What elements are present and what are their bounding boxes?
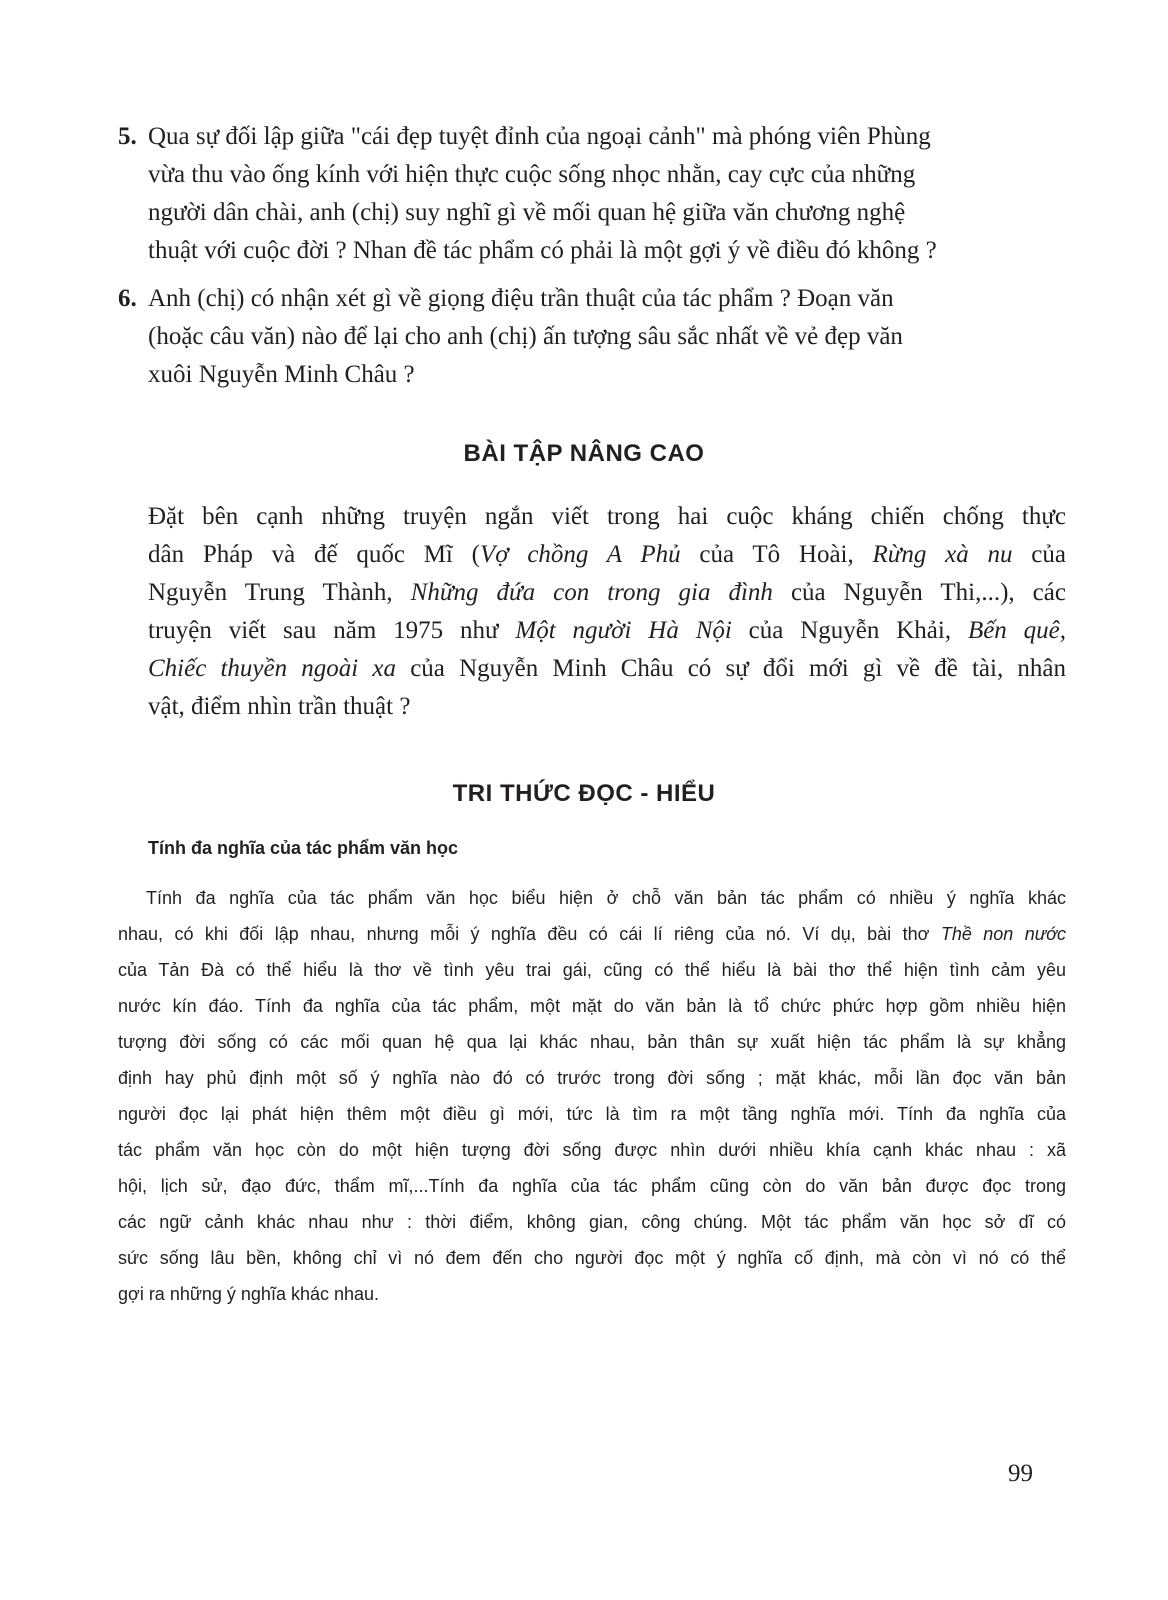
knowledge-body [118,880,1066,1312]
knowledge-subheading: Tính đa nghĩa của tác phẩm văn học [148,838,459,858]
work-title: Chiếc thuyền ngoài xa [148,655,397,682]
question-6 [118,280,1066,394]
question-5 [118,118,1066,270]
question-5-line-3: người dân chài, anh (chị) suy nghĩ gì về mối quan hệ giữa văn chương nghệ [148,199,906,226]
knowledge-line: gợi ra những ý nghĩa khác nhau. [118,1284,380,1304]
poem-title: Thề non nước [940,924,1066,944]
question-5-line-4: thuật với cuộc đời ? Nhan đề tác phẩm có phải là một gợi ý về điều đó không ? [148,237,937,264]
work-title: Vợ chồng A Phủ [479,541,681,568]
knowledge-line: nhau, có khi đối lập nhau, nhưng mỗi ý nghĩa đều có cái lí riêng của nó. Ví dụ, bài thơ Thề non nước [118,924,1066,944]
advanced-line-6: vật, điểm nhìn trần thuật ? [148,693,411,720]
section-heading-knowledge: TRI THỨC ĐỌC - HIỂU [452,780,716,807]
question-6-line-1: 6. Anh (chị) có nhận xét gì về giọng điệu trần thuật của tác phẩm ? Đoạn văn [118,280,1066,318]
question-5-line-2: vừa thu vào ống kính với hiện thực cuộc sống nhọc nhằn, cay cực của những [148,161,916,188]
advanced-exercise [148,498,1066,726]
knowledge-line: tác phẩm văn học còn do một hiện tượng đời sống được nhìn dưới nhiều khía cạnh khác nhau : xã [118,1140,1066,1160]
page-number: 99 [1008,1460,1033,1487]
work-title: Bến quê, [967,617,1067,644]
knowledge-line: người đọc lại phát hiện thêm một điều gì mới, tức là tìm ra một tầng nghĩa mới. Tính đa nghĩa của [118,1104,1066,1124]
question-5-line-1: 5. Qua sự đối lập giữa "cái đẹp tuyệt đỉnh của ngoại cảnh" mà phóng viên Phùng [118,118,1066,156]
knowledge-line: tượng đời sống có các mối quan hệ qua lại khác nhau, bản thân sự xuất hiện tác phẩm là sự khẳng [118,1032,1066,1052]
knowledge-line: nước kín đáo. Tính đa nghĩa của tác phẩm, một mặt do văn bản là tổ chức phức hợp gồm nhiều hiện [118,996,1066,1016]
work-title: Những đứa con trong gia đình [410,579,773,606]
advanced-line-5: Chiếc thuyền ngoài xa của Nguyễn Minh Châu có sự đổi mới gì về đề tài, nhân [148,655,1066,682]
advanced-line-4: truyện viết sau năm 1975 như Một người Hà Nội của Nguyễn Khải, Bến quê, [148,617,1067,644]
knowledge-line: sức sống lâu bền, không chỉ vì nó đem đến cho người đọc một ý nghĩa cố định, mà còn vì nó có thể [118,1248,1066,1268]
advanced-line-1: Đặt bên cạnh những truyện ngắn viết trong hai cuộc kháng chiến chống thực [148,503,1066,530]
knowledge-line: của Tản Đà có thể hiểu là thơ về tình yêu trai gái, cũng có thể hiểu là bài thơ thể hiện tình cảm yêu [118,960,1066,980]
knowledge-line: các ngữ cảnh khác nhau như : thời điểm, không gian, công chúng. Một tác phẩm văn học sở dĩ có [118,1212,1066,1232]
work-title: Một người Hà Nội [515,617,732,644]
advanced-line-2: dân Pháp và đế quốc Mĩ (Vợ chồng A Phủ của Tô Hoài, Rừng xà nu của [148,541,1066,568]
question-number: 5. [118,123,137,150]
question-6-line-2: (hoặc câu văn) nào để lại cho anh (chị) ấn tượng sâu sắc nhất về vẻ đẹp văn [148,323,903,350]
advanced-line-3: Nguyễn Trung Thành, Những đứa con trong gia đình của Nguyễn Thi,...), các [148,579,1066,606]
knowledge-line: Tính đa nghĩa của tác phẩm văn học biểu hiện ở chỗ văn bản tác phẩm có nhiều ý nghĩa khác [146,888,1066,908]
question-number: 6. [118,285,137,312]
work-title: Rừng xà nu [872,541,1013,568]
question-6-line-3: xuôi Nguyễn Minh Châu ? [148,361,415,388]
section-heading-advanced: BÀI TẬP NÂNG CAO [463,440,705,467]
knowledge-line: hội, lịch sử, đạo đức, thẩm mĩ,...Tính đa nghĩa của tác phẩm cũng còn do văn bản được đọc trong [118,1176,1066,1196]
knowledge-line: định hay phủ định một số ý nghĩa nào đó có trước trong đời sống ; mặt khác, mỗi lần đọc văn bản [118,1068,1066,1088]
